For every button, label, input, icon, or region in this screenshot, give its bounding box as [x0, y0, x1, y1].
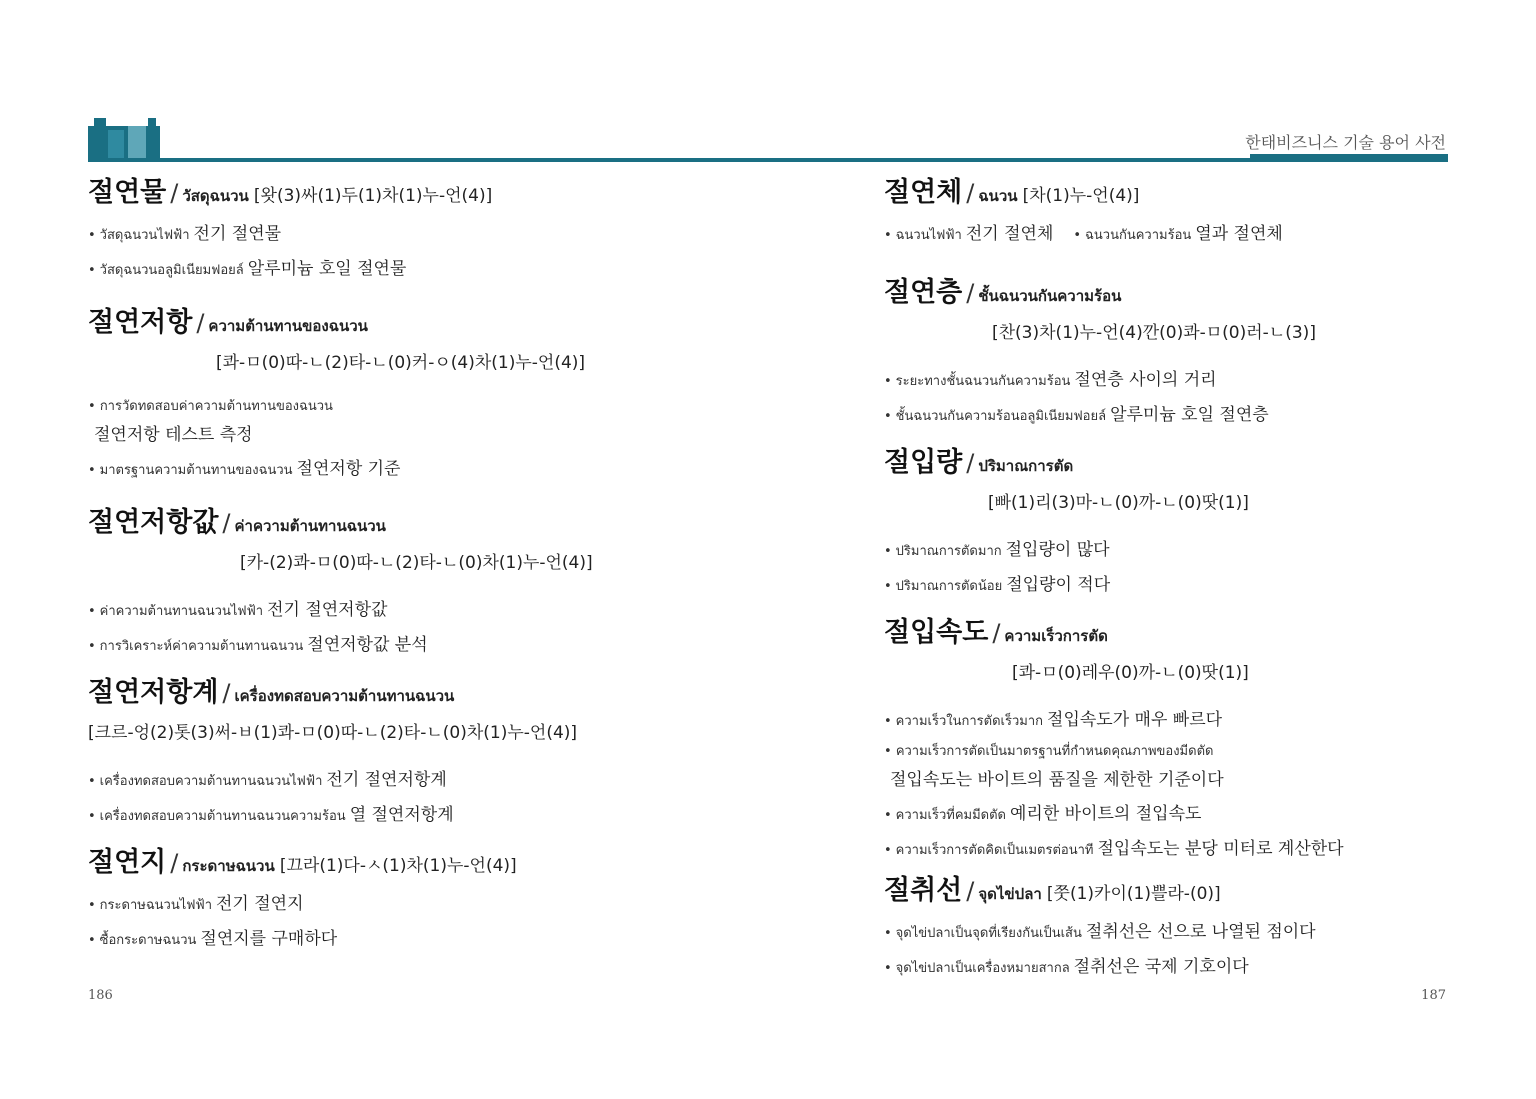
example-line: • วัสดุฉนวนไฟฟ้า 전기 절연물: [88, 223, 282, 244]
example-thai: การวิเคราะห์ค่าความต้านทานฉนวน: [99, 638, 304, 654]
dictionary-entry: [884, 276, 1316, 426]
entry-translation: ความเร็วการตัด: [1004, 627, 1108, 645]
example-thai: ชั้นฉนวนกันความร้อนอลูมิเนียมฟอยล์: [895, 408, 1107, 424]
example-korean: 절연층 사이의 거리: [1074, 369, 1217, 390]
books-logo-icon: [88, 116, 160, 162]
example-line: • มาตรฐานความต้านทานของฉนวน 절연저항 기준: [88, 458, 401, 479]
entry-translation: วัสดุฉนวน: [182, 187, 249, 205]
separator: /: [222, 679, 231, 707]
example-korean: 절연저항 기준: [296, 458, 401, 479]
example-thai: ปริมาณการตัดมาก: [895, 543, 1002, 559]
example-thai: ซื้อกระดาษฉนวน: [99, 932, 197, 948]
separator: /: [966, 179, 975, 207]
entry-term: 절연물: [88, 177, 167, 208]
example-korean: 전기 절연체: [965, 223, 1054, 244]
dictionary-entry: [88, 176, 492, 280]
entry-pronunciation: [빠(1)리(3)마-ㄴ(0)까-ㄴ(0)땃(1)]: [988, 492, 1249, 513]
dictionary-entry: [884, 616, 1344, 860]
example-thai: เครื่องทดสอบความต้านทานฉนวนความร้อน: [99, 808, 346, 824]
example-korean: 알루미늄 호일 절연층: [1110, 404, 1269, 425]
page-header: [88, 116, 1448, 166]
example-korean: 전기 절연물: [193, 223, 282, 244]
example-thai: วัสดุฉนวนไฟฟ้า: [99, 227, 190, 243]
example-thai: ค่าความต้านทานฉนวนไฟฟ้า: [99, 603, 264, 619]
example-thai: ความเร็วการตัดคิดเป็นเมตรต่อนาที: [895, 842, 1094, 858]
entry-term: 절취선: [884, 875, 963, 906]
separator: /: [966, 449, 975, 477]
separator: /: [966, 279, 975, 307]
entry-translation: เครื่องทดสอบความต้านทานฉนวน: [234, 687, 455, 705]
entry-term: 절입량: [884, 447, 963, 478]
entry-pronunciation: [크르-엉(2)톳(3)써-ㅂ(1)콰-ㅁ(0)따-ㄴ(2)타-ㄴ(0)차(1)누-언(4)]: [88, 722, 578, 743]
example-korean: 열 절연저항계: [349, 804, 454, 825]
example-korean: 알루미늄 호일 절연물: [247, 258, 407, 279]
example-thai: จุดไข่ปลาเป็นเครื่องหมายสากล: [895, 960, 1070, 976]
example-line: • เครื่องทดสอบความต้านทานฉนวนความร้อน 열 절연저항계: [88, 804, 454, 825]
entry-translation: กระดาษฉนวน: [182, 857, 275, 875]
example-thai: ความเร็วการตัดเป็นมาตรฐานที่กำหนดคุณภาพของมีดตัด: [895, 743, 1214, 759]
example-line: • ความเร็วการตัดคิดเป็นเมตรต่อนาที 절입속도는 분당 미터로 계산한다: [884, 838, 1344, 859]
example-line: • กระดาษฉนวนไฟฟ้า 전기 절연지: [88, 893, 304, 914]
example-korean: 열과 절연체: [1195, 223, 1283, 244]
example-line: • การวัดทดสอบค่าความต้านทานของฉนวน 절연저항 테스트 측정: [88, 395, 585, 445]
entry-term: 절연지: [88, 847, 167, 878]
example-thai: จุดไข่ปลาเป็นจุดที่เรียงกันเป็นเส้น: [895, 925, 1082, 941]
dictionary-entry: [884, 874, 1316, 978]
example-thai: กระดาษฉนวนไฟฟ้า: [99, 897, 212, 913]
example-line: • ความเร็วการตัดเป็นมาตรฐานที่กำหนดคุณภาพของมีดตัด 절입속도는 바이트의 품질을 제한한 기준이다: [884, 740, 1344, 790]
separator: /: [170, 179, 179, 207]
dictionary-entry: [884, 176, 1283, 245]
example-thai: เครื่องทดสอบความต้านทานฉนวนไฟฟ้า: [99, 773, 323, 789]
dictionary-entry: [88, 846, 517, 950]
entry-translation: ฉนวน: [978, 187, 1018, 205]
example-line: • จุดไข่ปลาเป็นจุดที่เรียงกันเป็นเส้น 절취선은 선으로 나열된 점이다: [884, 921, 1316, 942]
entry-pronunciation: [찬(3)차(1)누-언(4)깐(0)콰-ㅁ(0)러-ㄴ(3)]: [992, 322, 1316, 343]
example-line: • ปริมาณการตัดน้อย 절입량이 적다: [884, 574, 1111, 595]
entry-translation: ความต้านทานของฉนวน: [208, 317, 368, 335]
example-korean: 절취선은 선으로 나열된 점이다: [1085, 921, 1316, 942]
example-line: • เครื่องทดสอบความต้านทานฉนวนไฟฟ้า 전기 절연저항계: [88, 769, 447, 790]
example-thai: มาตรฐานความต้านทานของฉนวน: [99, 462, 293, 478]
entry-pronunciation: [차(1)누-언(4)]: [1022, 186, 1140, 206]
header-rule: [88, 158, 1448, 162]
example-line: • ชั้นฉนวนกันความร้อนอลูมิเนียมฟอยล์ 알루미늄 호일 절연층: [884, 404, 1269, 425]
separator: /: [966, 877, 975, 905]
example-korean: 절연저항값 분석: [307, 634, 428, 655]
example-korean: 전기 절연지: [216, 893, 304, 914]
dictionary-entry: [88, 506, 593, 656]
separator: /: [196, 309, 205, 337]
example-line: • การวิเคราะห์ค่าความต้านทานฉนวน 절연저항값 분석: [88, 634, 428, 655]
entry-translation: ชั้นฉนวนกันความร้อน: [978, 287, 1122, 305]
example-korean: 절취선은 국제 기호이다: [1073, 956, 1249, 977]
example-korean: 예리한 바이트의 절입속도: [1010, 803, 1202, 824]
example-thai: การวัดทดสอบค่าความต้านทานของฉนวน: [99, 398, 333, 414]
entry-term: 절연체: [884, 177, 963, 208]
example-korean: 절연저항 테스트 측정: [94, 424, 253, 445]
example-korean: 절입속도가 매우 빠르다: [1047, 709, 1223, 730]
entry-translation: ปริมาณการตัด: [978, 457, 1074, 475]
example-line: • ปริมาณการตัดมาก 절입량이 많다: [884, 539, 1110, 560]
example-line: • ซื้อกระดาษฉนวน 절연지를 구매하다: [88, 928, 338, 949]
example-thai: ความเร็วในการตัดเร็วมาก: [895, 713, 1044, 729]
example-thai: ฉนวนกันความร้อน: [1085, 227, 1192, 243]
example-line: • ระยะทางชั้นฉนวนกันความร้อน 절연층 사이의 거리: [884, 369, 1217, 390]
entry-term: 절연저항: [88, 307, 193, 338]
page-number-right: 187: [1421, 988, 1446, 1003]
entry-term: 절연층: [884, 277, 963, 308]
entry-pronunciation: [콰-ㅁ(0)따-ㄴ(2)타-ㄴ(0)커-ㅇ(4)차(1)누-언(4)]: [216, 352, 586, 373]
example-korean: 절입량이 적다: [1006, 574, 1111, 595]
entry-pronunciation: [왓(3)싸(1)두(1)차(1)누-언(4)]: [253, 186, 493, 206]
example-line: • ฉนวนไฟฟ้า 전기 절연체 • ฉนวนกันความร้อน 열과 절연체: [884, 223, 1283, 244]
example-thai: ความเร็วที่คมมีดตัด: [895, 807, 1006, 823]
separator: /: [992, 619, 1001, 647]
example-korean: 전기 절연저항값: [267, 599, 388, 620]
dictionary-entry: [884, 446, 1249, 596]
example-korean: 절입속도는 분당 미터로 계산한다: [1097, 838, 1344, 859]
example-korean: 절입속도는 바이트의 품질을 제한한 기준이다: [890, 769, 1224, 790]
example-line: • ความเร็วที่คมมีดตัด 예리한 바이트의 절입속도: [884, 803, 1202, 824]
entry-translation: ค่าความต้านทานฉนวน: [234, 517, 386, 535]
entry-pronunciation: [카-(2)콰-ㅁ(0)따-ㄴ(2)타-ㄴ(0)차(1)누-언(4)]: [240, 552, 593, 573]
example-thai: ฉนวนไฟฟ้า: [895, 227, 962, 243]
example-thai: ระยะทางชั้นฉนวนกันความร้อน: [895, 373, 1071, 389]
entry-term: 절연저항값: [88, 507, 219, 538]
entry-pronunciation: [쭛(1)카이(1)쁠라-(0)]: [1046, 884, 1221, 904]
example-thai: วัสดุฉนวนอลูมิเนียมฟอยล์: [99, 262, 244, 278]
example-line: • ค่าความต้านทานฉนวนไฟฟ้า 전기 절연저항값: [88, 599, 388, 620]
example-thai: ปริมาณการตัดน้อย: [895, 578, 1003, 594]
example-line: • จุดไข่ปลาเป็นเครื่องหมายสากล 절취선은 국제 기호이다: [884, 956, 1249, 977]
example-line: • วัสดุฉนวนอลูมิเนียมฟอยล์ 알루미늄 호일 절연물: [88, 258, 407, 279]
dictionary-entry: [88, 306, 585, 480]
example-korean: 절연지를 구매하다: [200, 928, 338, 949]
entry-pronunciation: [끄라(1)다-ㅅ(1)차(1)누-언(4)]: [279, 856, 517, 876]
entry-pronunciation: [콰-ㅁ(0)레우(0)까-ㄴ(0)땃(1)]: [1012, 662, 1249, 683]
separator: /: [170, 849, 179, 877]
entry-term: 절입속도: [884, 617, 989, 648]
example-korean: 절입량이 많다: [1005, 539, 1110, 560]
entry-translation: จุดไข่ปลา: [978, 885, 1042, 903]
page-number-left: 186: [88, 988, 113, 1003]
header-accent-bar: [1250, 154, 1448, 158]
entry-term: 절연저항계: [88, 677, 219, 708]
example-line: • ความเร็วในการตัดเร็วมาก 절입속도가 매우 빠르다: [884, 709, 1223, 730]
dictionary-entry: [88, 676, 577, 826]
example-korean: 전기 절연저항계: [326, 769, 447, 790]
separator: /: [222, 509, 231, 537]
book-title: 한태비즈니스 기술 용어 사전: [1245, 133, 1446, 152]
